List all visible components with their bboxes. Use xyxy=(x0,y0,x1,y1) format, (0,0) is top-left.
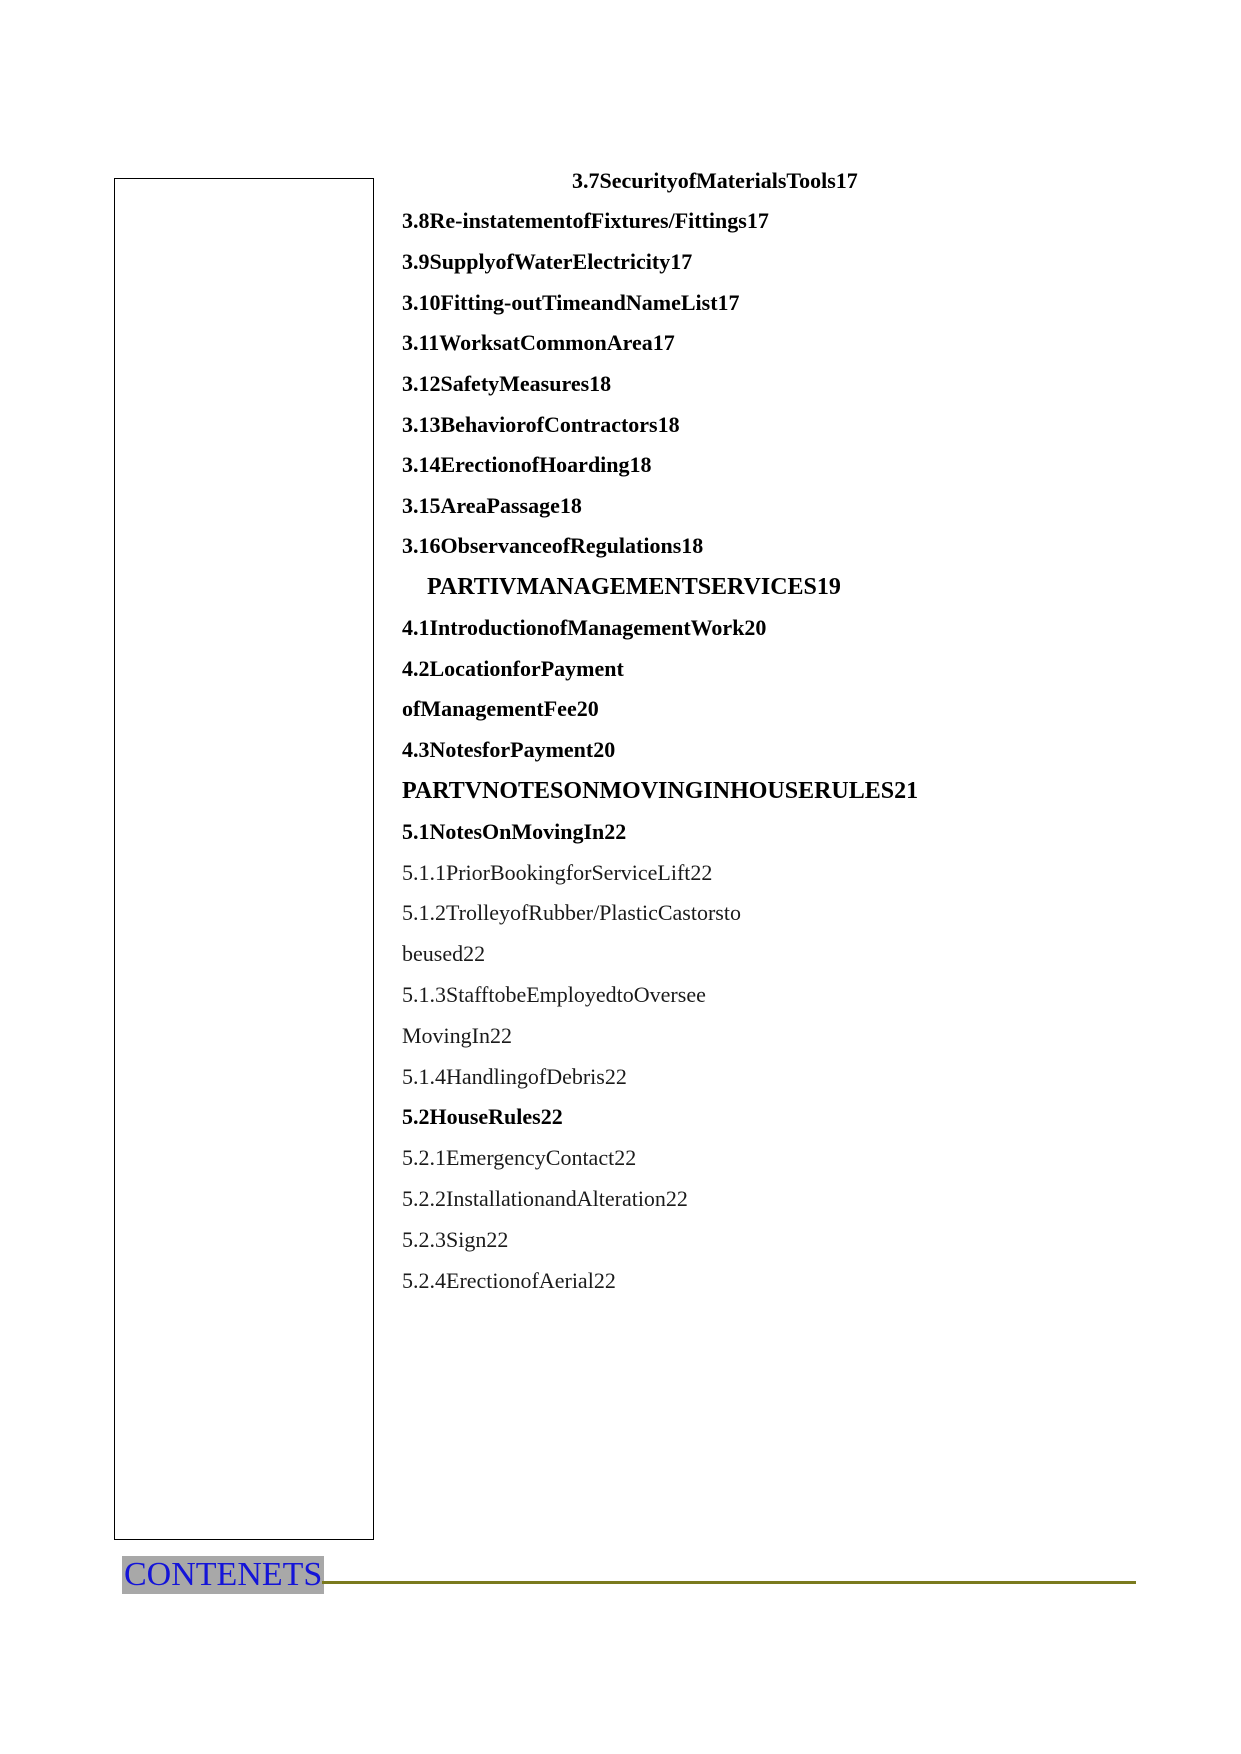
toc-entry-4-3[interactable]: 4.3NotesforPayment20 xyxy=(402,737,616,762)
toc-entry-5-2[interactable]: 5.2HouseRules22 xyxy=(402,1104,563,1129)
toc-entry-4-2[interactable]: 4.2LocationforPayment xyxy=(402,656,624,681)
toc-entry-5-1-1[interactable]: 5.1.1PriorBookingforServiceLift22 xyxy=(402,860,713,885)
toc-entry-5-1-2[interactable]: 5.1.2TrolleyofRubber/PlasticCastorsto xyxy=(402,900,741,925)
toc-entry-3-15[interactable]: 3.15AreaPassage18 xyxy=(402,493,582,518)
toc-entry-3-9[interactable]: 3.9SupplyofWaterElectricity17 xyxy=(402,249,693,274)
toc-entry-5-2-1[interactable]: 5.2.1EmergencyContact22 xyxy=(402,1145,637,1170)
toc-part-iv[interactable]: PARTIVMANAGEMENTSERVICES19 xyxy=(427,574,841,600)
sidebar-frame xyxy=(114,178,374,1540)
toc-entry-5-2-3[interactable]: 5.2.3Sign22 xyxy=(402,1227,509,1252)
footer-section-label: CONTENETS xyxy=(124,1556,323,1593)
toc-entry-5-2-2[interactable]: 5.2.2InstallationandAlteration22 xyxy=(402,1186,688,1211)
toc-entry-3-14[interactable]: 3.14ErectionofHoarding18 xyxy=(402,452,652,477)
toc-entry-3-16[interactable]: 3.16ObservanceofRegulations18 xyxy=(402,533,704,558)
toc-entry-3-7[interactable]: 3.7SecurityofMaterialsTools17 xyxy=(572,168,858,193)
toc-entry-4-1[interactable]: 4.1IntroductionofManagementWork20 xyxy=(402,615,767,640)
toc-entry-5-2-4[interactable]: 5.2.4ErectionofAerial22 xyxy=(402,1268,616,1293)
toc-entry-3-8[interactable]: 3.8Re-instatementofFixtures/Fittings17 xyxy=(402,208,769,233)
toc-entry-5-1-2-cont[interactable]: beused22 xyxy=(402,941,486,966)
toc-entry-3-12[interactable]: 3.12SafetyMeasures18 xyxy=(402,371,612,396)
toc-entry-5-1-3[interactable]: 5.1.3StafftobeEmployedtoOversee xyxy=(402,982,706,1007)
toc-entry-5-1[interactable]: 5.1NotesOnMovingIn22 xyxy=(402,819,627,844)
toc-entry-3-13[interactable]: 3.13BehaviorofContractors18 xyxy=(402,412,680,437)
toc-part-v[interactable]: PARTVNOTESONMOVINGINHOUSERULES21 xyxy=(402,778,919,804)
toc-entry-5-1-3-cont[interactable]: MovingIn22 xyxy=(402,1023,512,1048)
toc-entry-3-10[interactable]: 3.10Fitting-outTimeandNameList17 xyxy=(402,290,740,315)
toc-entry-3-11[interactable]: 3.11WorksatCommonArea17 xyxy=(402,330,675,355)
toc-entry-5-1-4[interactable]: 5.1.4HandlingofDebris22 xyxy=(402,1064,627,1089)
toc-entry-4-2-cont[interactable]: ofManagementFee20 xyxy=(402,696,599,721)
footer-divider xyxy=(322,1581,1136,1584)
